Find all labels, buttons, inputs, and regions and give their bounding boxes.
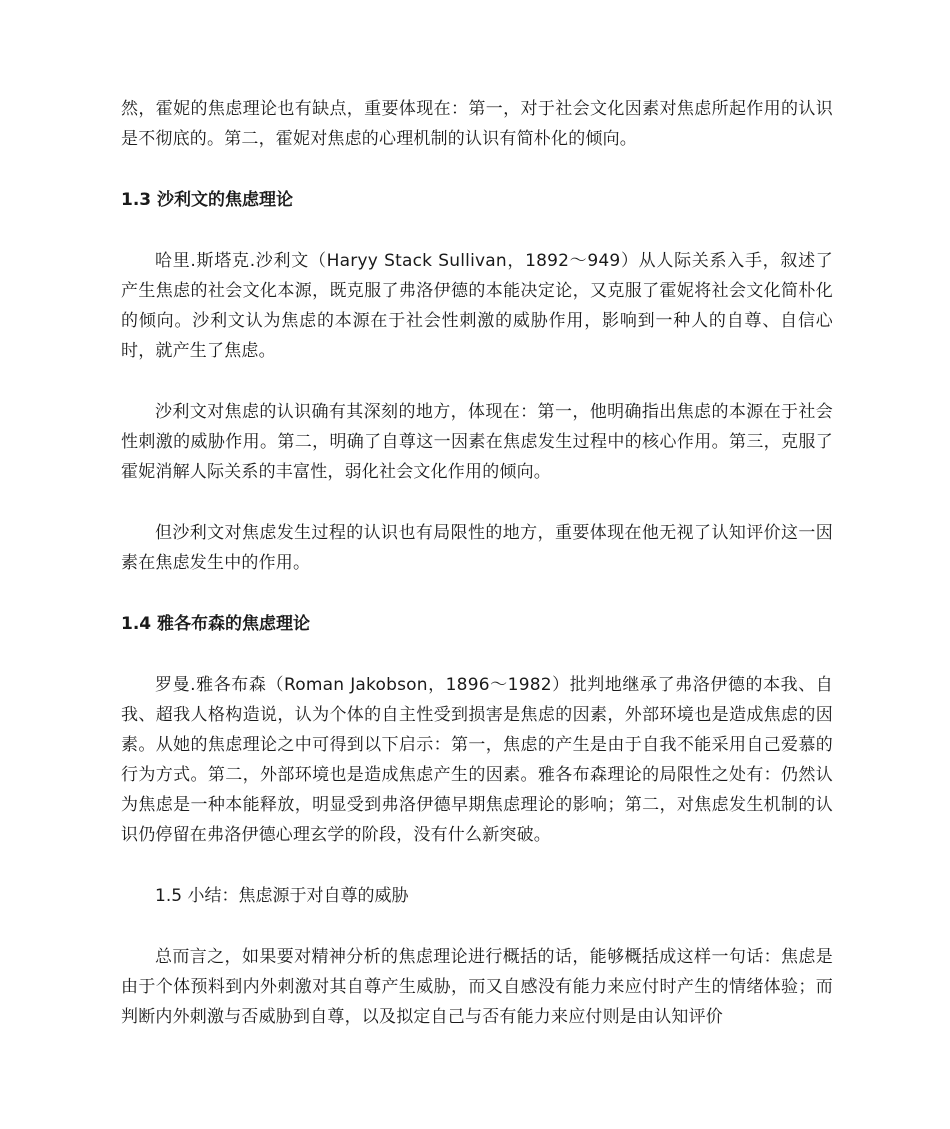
paragraph-sullivan-intro: 哈里.斯塔克.沙利文（Haryy Stack Sullivan，1892～949）从人际关系入手，叙述了产生焦虑的社会文化本源，既克服了弗洛伊德的本能决定论，又克服了霍妮将社会文化简朴化的倾向。沙利文认为焦虑的本源在于社会性刺激的威胁作用，影响到一种人的自尊、自信心时，就产生了焦虑。: [121, 251, 833, 361]
section-heading-1-4: 1.4 雅各布森的焦虑理论: [121, 614, 311, 634]
paragraph-jakobson: 罗曼.雅各布森（Roman Jakobson，1896～1982）批判地继承了弗洛伊德的本我、自我、超我人格构造说，认为个体的自主性受到损害是焦虑的因素，外部环境也是造成焦虑的因素。从她的焦虑理论之中可得到以下启示：第一，焦虑的产生是由于自我不能采用自己爱慕的行为方式。第二，外部环境也是造成焦虑产生的因素。雅各布森理论的局限性之处有：仍然认为焦虑是一种本能释放，明显受到弗洛伊德早期焦虑理论的影响；第二，对焦虑发生机制的认识仍停留在弗洛伊德心理玄学的阶段，没有什么新突破。: [121, 675, 833, 845]
intro-paragraph: 然，霍妮的焦虑理论也有缺点，重要体现在：第一，对于社会文化因素对焦虑所起作用的认识是不彻底的。第二，霍妮对焦虑的心理机制的认识有简朴化的倾向。: [121, 99, 833, 149]
document-page: [121, 94, 833, 1032]
paragraph-sullivan-merits: 沙利文对焦虑的认识确有其深刻的地方，体现在：第一，他明确指出焦虑的本源在于社会性刺激的威胁作用。第二，明确了自尊这一因素在焦虑发生过程中的核心作用。第三，克服了霍妮消解人际关系的丰富性，弱化社会文化作用的倾向。: [121, 402, 833, 482]
paragraph-sullivan-limits: 但沙利文对焦虑发生过程的认识也有局限性的地方，重要体现在他无视了认知评价这一因素在焦虑发生中的作用。: [121, 523, 833, 573]
section-heading-1-5: 1.5 小结：焦虑源于对自尊的威胁: [155, 886, 409, 906]
paragraph-summary: 总而言之，如果要对精神分析的焦虑理论进行概括的话，能够概括成这样一句话：焦虑是由于个体预料到内外刺激对其自尊产生威胁，而又自感没有能力来应付时产生的情绪体验；而判断内外刺激与否威胁到自尊，以及拟定自己与否有能力来应付则是由认知评价: [121, 947, 833, 1027]
section-heading-1-3: 1.3 沙利文的焦虑理论: [121, 190, 294, 210]
